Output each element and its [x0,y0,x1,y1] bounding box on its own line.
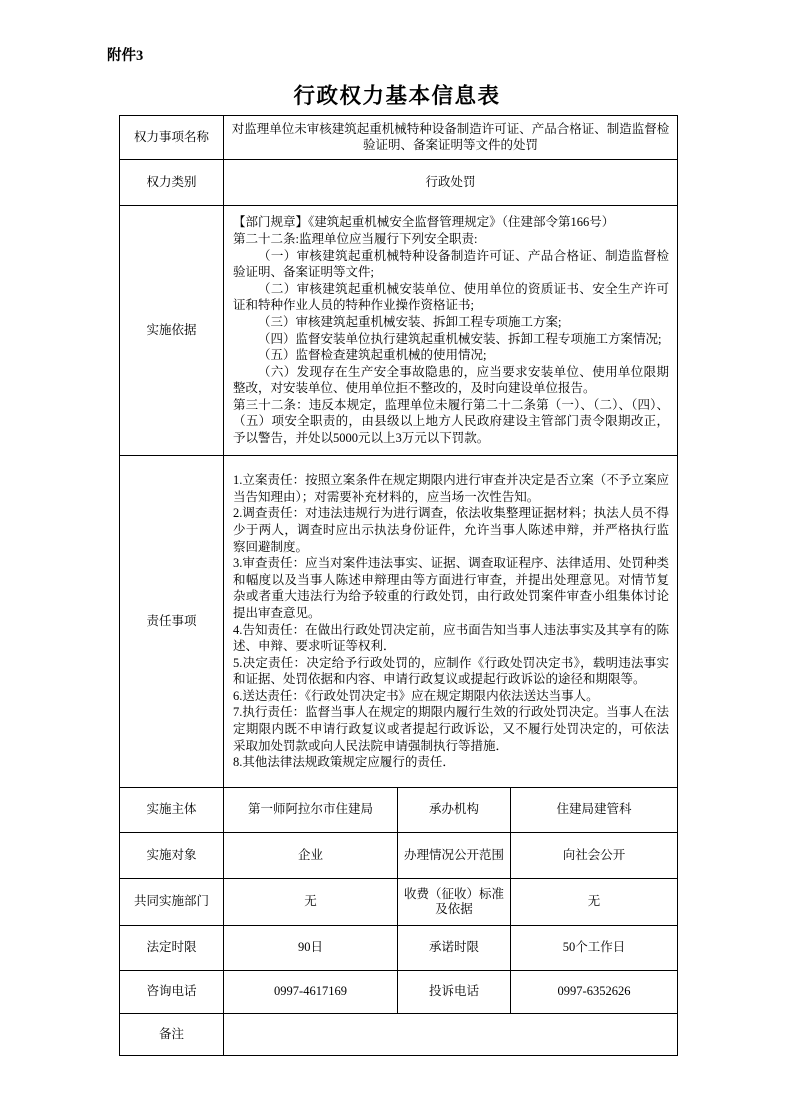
complaint-phone-value: 0997-6352626 [511,971,678,1014]
implementation-target-label: 实施对象 [120,833,224,879]
row-implementation-basis [120,206,678,456]
undertaking-agency-value: 住建局建管科 [511,788,678,833]
page-title: 行政权力基本信息表 [293,84,501,108]
basis-paragraph: （六）发现存在生产安全事故隐患的，应当要求安装单位、使用单位限期整改，对安装单位、使用单位拒不整改的，及时向建设单位报告。 [233,364,669,396]
implementation-basis-label: 实施依据 [120,206,224,456]
basis-paragraph: （二）审核建筑起重机械安装单位、使用单位的资质证书、安全生产许可证和特种作业人员的特种作业操作资格证书; [233,281,669,313]
row-power-item-name [120,116,678,160]
table-row [120,833,678,879]
remark-label: 备注 [120,1014,224,1056]
joint-departments-value: 无 [224,879,398,926]
remark-value [224,1014,678,1056]
table-row [120,879,678,926]
row-remark [120,1014,678,1056]
info-table [119,115,678,1056]
disclosure-scope-value: 向社会公开 [511,833,678,879]
disclosure-scope-label: 办理情况公开范围 [398,833,511,879]
basis-paragraph: 第二十二条:监理单位应当履行下列安全职责: [233,231,478,246]
inquiry-phone-value: 0997-4617169 [224,971,398,1014]
row-duty-items [120,456,678,788]
duty-paragraph: 1.立案责任：按照立案条件在规定期限内进行审查并决定是否立案（不予立案应当告知理由）；对需要补充材料的，应当场一次性告知。 [233,473,669,504]
basis-paragraph: （三）审核建筑起重机械安装、拆卸工程专项施工方案; [258,314,562,329]
basis-paragraph: 【部门规章】《建筑起重机械安全监督管理规定》（住建部令第166号） [233,215,615,230]
promised-time-limit-label: 承诺时限 [398,926,511,971]
statutory-time-limit-label: 法定时限 [120,926,224,971]
row-power-category [120,160,678,206]
implementation-basis-value [224,206,678,456]
duty-paragraph: 5.决定责任：决定给予行政处罚的，应制作《行政处罚决定书》，载明违法事实和证据、处罚依据和内容、申请行政复议或提起行政诉讼的途径和期限等。 [233,655,669,687]
power-item-name-value: 对监理单位未审核建筑起重机械特种设备制造许可证、产品合格证、制造监督检验证明、备案证明等文件的处罚 [224,116,678,160]
implementing-body-value: 第一师阿拉尔市住建局 [224,788,398,833]
duty-paragraph: 6.送达责任：《行政处罚决定书》应在规定期限内依法送达当事人。 [233,688,599,703]
duty-items-label: 责任事项 [120,456,224,788]
duty-paragraph: 3.审查责任：应当对案件违法事实、证据、调查取证程序、法律适用、处罚种类和幅度以及当事人陈述申辩理由等方面进行审查，并提出处理意见。对情节复杂或者重大违法行为给予较重的行政处罚，由行政处罚案件审查小组集体讨论提出审查意见。 [233,556,669,620]
table-row [120,971,678,1014]
table-row [120,788,678,833]
duty-paragraph: 7.执行责任：监督当事人在规定的期限内履行生效的行政处罚决定。当事人在法定期限内既不申请行政复议或者提起行政诉讼，又不履行处罚决定的，可依法采取加处罚款或向人民法院申请强制执行等措施． [233,705,669,753]
duty-paragraph: 8.其他法律法规政策规定应履行的责任． [233,755,455,770]
duty-paragraph: 4.告知责任：在做出行政处罚决定前，应书面告知当事人违法事实及其享有的陈述、申辩、要求听证等权利． [233,622,669,654]
promised-time-limit-value: 50个工作日 [511,926,678,971]
implementation-target-value: 企业 [224,833,398,879]
power-category-value: 行政处罚 [224,160,678,206]
table-row [120,926,678,971]
basis-paragraph: （一）审核建筑起重机械特种设备制造许可证、产品合格证、制造监督检验证明、备案证明等文件; [233,248,669,280]
power-category-label: 权力类别 [120,160,224,206]
joint-departments-label: 共同实施部门 [120,879,224,926]
statutory-time-limit-value: 90日 [224,926,398,971]
duty-paragraph: 2.调查责任：对违法违规行为进行调查，依法收集整理证据材料；执法人员不得少于两人，调查时应出示执法身份证件，允许当事人陈述申辩，并严格执行监察回避制度。 [233,506,669,554]
implementing-body-label: 实施主体 [120,788,224,833]
fee-standard-label: 收费（征收）标准及依据 [398,879,511,926]
power-item-name-label: 权力事项名称 [120,116,224,160]
basis-paragraph: （四）监督安装单位执行建筑起重机械安装、拆卸工程专项施工方案情况; [258,331,662,346]
inquiry-phone-label: 咨询电话 [120,971,224,1014]
duty-items-value [224,456,678,788]
fee-standard-value: 无 [511,879,678,926]
undertaking-agency-label: 承办机构 [398,788,511,833]
basis-paragraph: 第三十二条：违反本规定，监理单位未履行第二十二条第（一）、（二）、（四）、（五）项安全职责的，由县级以上地方人民政府建设主管部门责令限期改正，予以警告，并处以5000元以上3万元以下罚款。 [233,397,669,446]
attachment-label: 附件3 [107,48,144,64]
basis-paragraph: （五）监督检查建筑起重机械的使用情况; [258,348,487,363]
complaint-phone-label: 投诉电话 [398,971,511,1014]
